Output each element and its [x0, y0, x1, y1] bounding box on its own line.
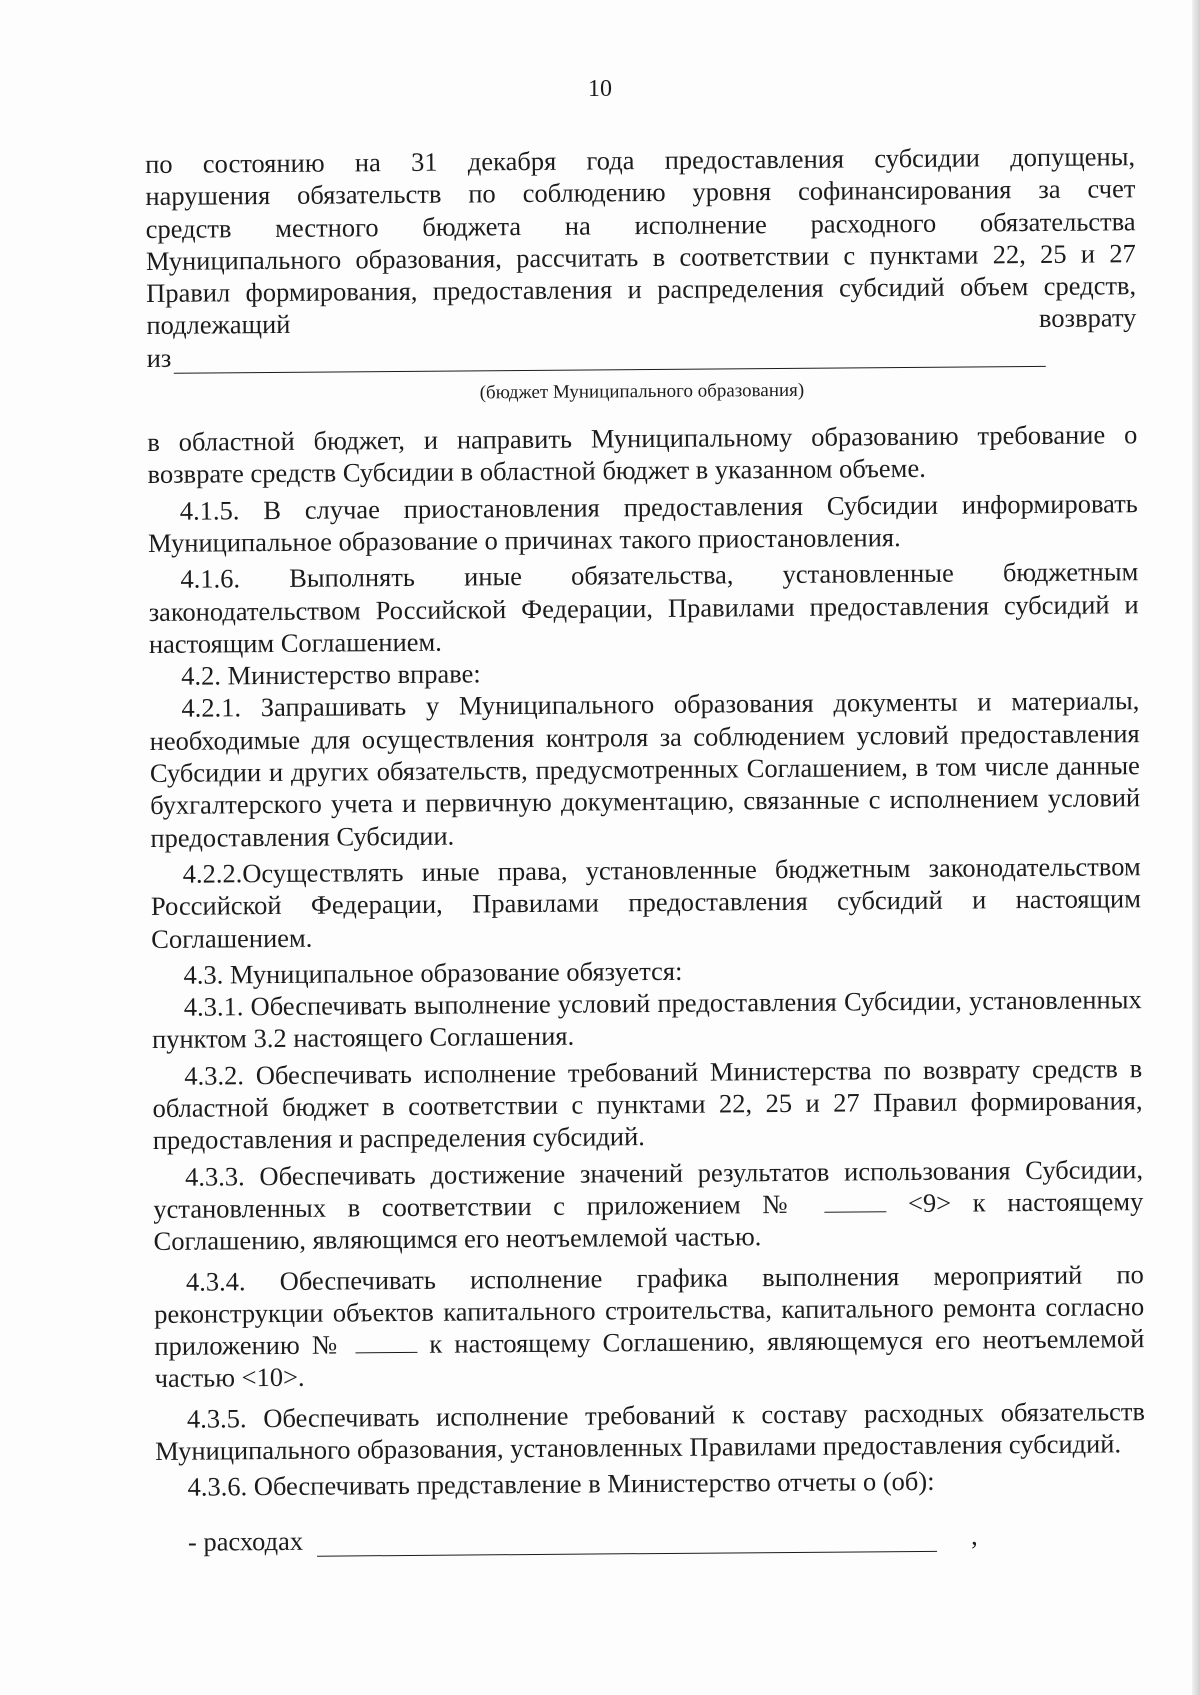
- appendix-number-blank-1: [824, 1189, 886, 1212]
- clause-4-3-6: 4.3.6. Обеспечивать представление в Министерство отчеты о (об):: [187, 1466, 935, 1502]
- clause-4-2-1: 4.2.1. Запрашивать у Муниципального образования документы и материалы, необходимые для осуществления контроля за соблюдением условий предоставления Субсидии и других обязательств, предусмотренных Соглашением, в том числе данные бухгалтерского учета и первичную документацию, связанные с исполнением условий предоставления Субсидии.: [149, 685, 1141, 853]
- paragraph-line-4: Муниципального образования, рассчитать в соответствии с пунктами 22, 25 и 27: [145, 238, 1136, 276]
- clause-4-3-3-text-end: <9> к настоящему Соглашению, являющимся его неотъемлемой частью.: [153, 1186, 1144, 1257]
- paragraph-line-2: нарушения обязательств по соблюдению уровня софинансирования за счет: [145, 173, 1136, 212]
- subject-left-text: подлежащий: [146, 309, 291, 341]
- clause-4-3-4: [154, 1258, 1145, 1395]
- from-label: из: [146, 342, 172, 373]
- clause-4-3-2: 4.3.2. Обеспечивать исполнение требований Министерства по возврату средств в областной бюджет в соответствии с пунктами 22, 25 и 27 Правил формирования, предоставления и распределения субсидий.: [152, 1052, 1143, 1156]
- subject-right-text: возврату: [1038, 302, 1137, 334]
- budget-fill-line: [147, 334, 1137, 374]
- clause-4-3-3: [153, 1153, 1144, 1258]
- clause-4-1-6: 4.1.6. Выполнять иные обязательства, установленные бюджетным законодательством Российской Федерации, Правилами предоставления субсидий и настоящим Соглашением.: [148, 556, 1139, 659]
- document-body: [145, 140, 1146, 1558]
- paragraph-line-5: Правил формирования, предоставления и распределения субсидий объем средств,: [146, 270, 1137, 309]
- clause-4-3-3-text-start: 4.3.3. Обеспечивать достижение значений результатов использования Субсидии, установленных в соответствии с приложением №: [153, 1153, 1144, 1224]
- clause-4-3-4-text-end: к настоящему Соглашению, являющемуся его неотъемлемой частью <10>.: [154, 1323, 1145, 1394]
- clause-4-2-2: 4.2.2.Осуществлять иные права, установленные бюджетным законодательством Российской Федерации, Правилами предоставления субсидий и настоящим Соглашением.: [150, 851, 1142, 954]
- continuation-paragraph: в областной бюджет, и направить Муниципальному образованию требование о возврате средств Субсидии в областной бюджет в указанном объеме.: [147, 419, 1138, 490]
- paragraph-line-3: средств местного бюджета на исполнение расходного обязательства: [145, 205, 1136, 244]
- clause-4-1-5: 4.1.5. В случае приостановления предоставления Субсидии информировать Муниципальное образование о причинах такого приостановления.: [147, 487, 1138, 558]
- clause-4-3-1: 4.3.1. Обеспечивать выполнение условий предоставления Субсидии, установленных пунктом 3.2 настоящего Соглашения.: [151, 984, 1142, 1055]
- expenses-trailing-comma: ,: [970, 1520, 978, 1551]
- clause-4-3-5: 4.3.5. Обеспечивать исполнение требований к составу расходных обязательств Муниципального образования, установленных Правилами предоставления субсидий.: [155, 1395, 1146, 1466]
- expenses-fill-line: [156, 1518, 1146, 1558]
- page-number: 10: [588, 76, 612, 102]
- scan-edge: [1192, 0, 1200, 1695]
- budget-hint: (бюджет Муниципального образования): [479, 379, 805, 404]
- budget-blank-line: [173, 344, 1045, 374]
- clause-4-3-4-text-start: 4.3.4. Обеспечивать исполнение графика выполнения мероприятий по реконструкции объектов капитального строительства, капитального ремонта согласно приложению №: [154, 1258, 1145, 1362]
- paragraph-line-1: по состоянию на 31 декабря года предоставления субсидии допущены,: [145, 141, 1136, 179]
- expenses-blank-line: [317, 1529, 937, 1557]
- expenses-label: - расходах: [187, 1525, 304, 1557]
- appendix-number-blank-2: [355, 1330, 417, 1353]
- clause-4-2: 4.2. Министерство вправе:: [181, 658, 481, 691]
- clause-4-3: 4.3. Муниципальное образование обязуется:: [183, 955, 683, 990]
